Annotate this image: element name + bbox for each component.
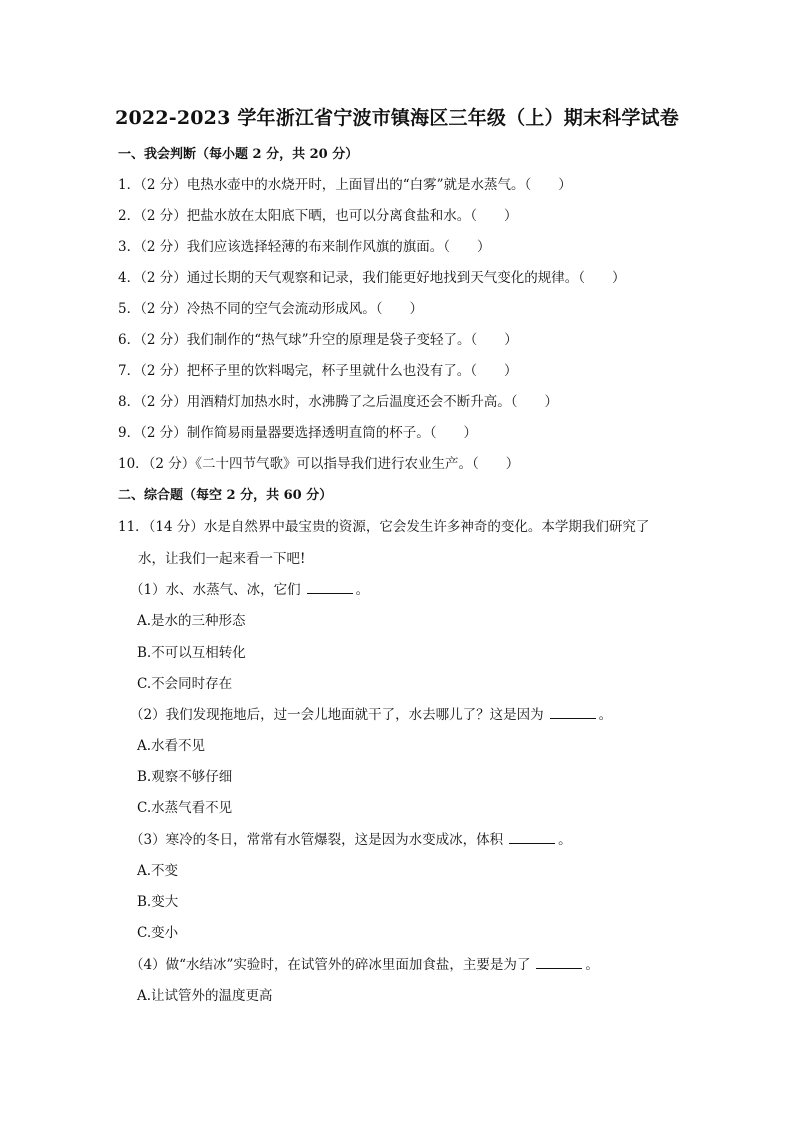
option-4a: A.让试管外的温度更高 [137,988,273,1004]
question-8: 8．（2 分）用酒精灯加热水时，水沸腾了之后温度还会不断升高。（ ） [118,394,558,410]
question-7: 7．（2 分）把杯子里的饮料喝完，杯子里就什么也没有了。（ ） [118,363,518,379]
sub-question-2 [130,705,612,725]
option-3b: B.变大 [137,894,179,910]
answer-blank [550,705,596,719]
option-1a: A.是水的三种形态 [137,613,246,629]
question-1: 1．（2 分）电热水壶中的水烧开时，上面冒出的“白雾”就是水蒸气。（ ） [118,177,572,193]
sub-question-3 [130,830,572,850]
option-1c: C.不会同时存在 [137,676,233,692]
sub-question-4 [130,955,599,975]
sub-question-4-end: 。 [585,957,599,973]
option-1b: B.不可以互相转化 [137,645,246,661]
question-11-stem: 11．（14 分）水是自然界中最宝贵的资源，它会发生许多神奇的变化。本学期我们研究了 [118,519,650,535]
sub-question-1 [130,580,369,600]
option-3c: C.变小 [137,925,179,941]
question-10: 10．（2 分）《二十四节气歌》可以指导我们进行农业生产。（ ） [118,456,520,472]
sub-question-4-text: （4）做“水结冰”实验时，在试管外的碎冰里面加食盐，主要是为了 [130,957,531,973]
sub-question-1-end: 。 [355,582,370,598]
option-2a: A.水看不见 [137,738,206,754]
answer-blank [509,830,555,844]
sub-question-2-end: 。 [598,707,613,723]
option-2b: B.观察不够仔细 [137,769,233,785]
option-3a: A.不变 [137,863,179,879]
question-3: 3．（2 分）我们应该选择轻薄的布来制作风旗的旗面。（ ） [118,239,491,255]
section-heading-comprehensive: 二、综合题（每空 2 分，共 60 分） [118,488,333,503]
question-5: 5．（2 分）冷热不同的空气会流动形成风。（ ） [118,301,423,317]
answer-blank [536,955,582,969]
sub-question-2-text: （2）我们发现拖地后，过一会儿地面就干了，水去哪儿了？这是因为 [130,707,544,723]
sub-question-3-end: 。 [558,832,572,848]
sub-question-1-text: （1）水、水蒸气、冰，它们 [130,582,301,598]
question-6: 6．（2 分）我们制作的“热气球”升空的原理是袋子变轻了。（ ） [118,332,518,348]
question-2: 2．（2 分）把盐水放在太阳底下晒，也可以分离食盐和水。（ ） [118,208,518,224]
question-11-stem-continued: 水，让我们一起来看一下吧! [138,551,306,567]
section-heading-judgement: 一、我会判断（每小题 2 分，共 20 分） [118,147,359,162]
sub-question-3-text: （3）寒冷的冬日，常常有水管爆裂，这是因为水变成冰，体积 [130,832,504,848]
option-2c: C.水蒸气看不见 [137,800,233,816]
page-title: 2022-2023 学年浙江省宁波市镇海区三年级（上）期末科学试卷 [115,107,679,129]
answer-blank [307,580,353,594]
question-4: 4．（2 分）通过长期的天气观察和记录，我们能更好地找到天气变化的规律。（ ） [118,270,626,286]
question-9: 9．（2 分）制作简易雨量器要选择透明直筒的杯子。（ ） [118,425,477,441]
